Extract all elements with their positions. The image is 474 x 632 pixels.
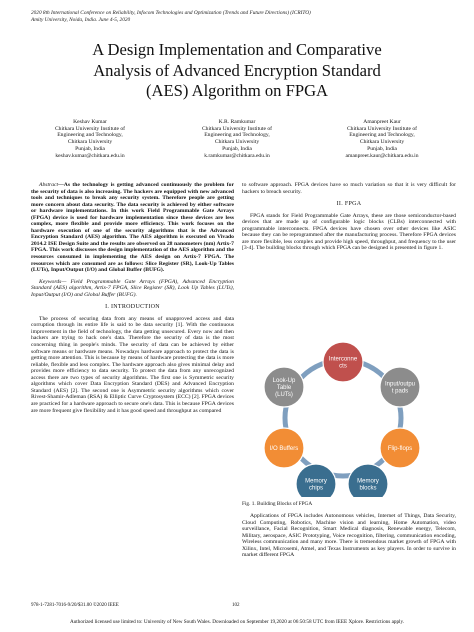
title-line1: A Design Implementation and Comparative bbox=[92, 40, 382, 59]
abstract-label: Abstract bbox=[39, 182, 59, 188]
paper-title bbox=[20, 40, 454, 102]
author-email[interactable]: amanpreet.kaur@chitkara.edu.in bbox=[345, 152, 419, 159]
author-affiliation: Engineering and Technology, bbox=[349, 132, 415, 139]
node-label: I/O Buffers bbox=[269, 446, 299, 452]
section-heading-introduction: I. INTRODUCTION bbox=[105, 304, 160, 311]
node-label: (LUTs) bbox=[275, 392, 293, 399]
author-location: Punjab, India bbox=[222, 145, 252, 152]
intro-paragraph: The process of securing data from any means of unapproved access and data corruption through its entire life is said to be data security [1]. With the continuous improvement in the field of technology, the data getting unsecured. Every now and then hackers are trying to hack one's data. Therefore the security of data is the most concerning thing in people's minds. The security of data can be achieved by either software means or hardware means. Nowadays hardware approach to protect the data is getting more attention. This is because by means of hardware protecting the data is more reliable, flexible and less complex. The hardware approach also gives minimal delay and provides more efficiency to data security. To protect the data from any unrecognized access there are two types of security algorithms. The first one is Symmetric security algorithms which cover Data Encryption Standard (DES) and Advanced Encryption Standard (AES) [2]. The second one is Asymmetric security algorithms which cover Rivest-Shamir-Adleman (RSA) & Elliptic Curve Cryptosystem (ECC) [2]. FPGA devices are practiced for a hardware approach to secure one's data. This is because FPGA devices are more frequent give flexibility and it has good speed and throughput as compared bbox=[31, 315, 234, 414]
author-name: Amanpreet Kaur bbox=[363, 119, 401, 125]
author-affiliation: Engineering and Technology, bbox=[57, 132, 123, 139]
node-label: chips bbox=[308, 485, 324, 492]
keywords-text: — Field Programmable Gate Arrays (FPGA), Advanced Encryption Standard (AES) algorithm, Artix-7 FPGA, Slice Register (SR), Look Up Tables (LUTs), Input/Output (I/O) and Global Buffer (BUFG). bbox=[31, 278, 234, 298]
author-location: Punjab, India bbox=[75, 145, 105, 152]
author-affiliation: Chitkara University Institute of bbox=[346, 125, 418, 132]
node-label: t pads bbox=[391, 388, 409, 395]
right-column-top bbox=[242, 182, 456, 253]
author-name: K.R. Ramkumar bbox=[218, 119, 256, 125]
continued-paragraph: to software approach. FPGA devices have so much variation so that it is very difficult for hackers to breach security. bbox=[242, 182, 456, 195]
conference-header bbox=[31, 10, 451, 24]
node-flip-flops bbox=[380, 428, 420, 468]
node-input-output-pads bbox=[380, 367, 420, 407]
page-number: 102 bbox=[232, 603, 240, 608]
title-line3: (AES) Algorithm on FPGA bbox=[145, 81, 329, 100]
figure-caption: Fig. 1. Building Blocks of FPGA bbox=[242, 501, 313, 507]
node-lookup-tables bbox=[264, 367, 304, 407]
right-column-bottom bbox=[242, 513, 456, 560]
node-memory-chips bbox=[296, 464, 336, 497]
author-affiliation: Chitkara University Institute of bbox=[201, 125, 273, 132]
author-affiliation: Chitkara University bbox=[359, 139, 405, 146]
author-affiliation: Chitkara University bbox=[214, 139, 260, 146]
author-block-3 bbox=[323, 119, 441, 159]
node-label: cts bbox=[339, 363, 347, 370]
author-email[interactable]: keshav.kumar@chitkara.edu.in bbox=[55, 152, 125, 159]
isbn-footer: 978-1-7281-7016-9/20/$31.00 ©2020 IEEE bbox=[31, 603, 119, 608]
author-affiliation: Chitkara University bbox=[67, 139, 113, 146]
author-block-2 bbox=[178, 119, 296, 159]
abstract-text: —As the technology is getting advanced continuously the problem for the security of data is also increasing. The hackers are equipped with new advanced tools and techniques to break any security system. Therefore people are getting more concern about data security. The data security is achieved by either software or hardware implementations. In this work Field Programmable Gate Arrays (FPGA) device is used for hardware implementation since these devices are less complex, more flexible and provide more efficiency. This work focuses on the hardware execution of one of the security algorithms that is the Advanced Encryption Standard (AES) algorithm. The AES algorithm is executed on Vivado 2014.2 ISE Design Suite and the results are observed on 28 nanometers (nm) Artix-7 FPGA. This work discusses the design implementation of the AES algorithm and the resources consumed in implementing the AES design on Artix-7 FPGA. The resources which are consumed are as follows: Slice Register (SR), Look-Up Tables (LUTs), Input/Output (I/O) and Global Buffer (BUFG). bbox=[31, 182, 234, 274]
node-memory-blocks bbox=[348, 464, 388, 497]
title-line2: Analysis of Advanced Encryption Standard bbox=[93, 60, 381, 80]
node-label: Interconne bbox=[328, 356, 358, 363]
section-heading-fpga: II. FPGA bbox=[336, 201, 362, 208]
fpga-paragraph: FPGA stands for Field Programmable Gate Arrays, these are those semiconductor-based devices that are made up of configurable logic blocks (CLBs) interconnected with programmable interconnects. FPGA devices have chosen over other devices like ASIC because they can be reprogrammed after the manufacturing process. Therefore FPGA devices are more flexible, less complex and provide high speed, throughput, and frequency to the user [3-4]. The building blocks through which FPGA can be designed is presented in figure 1. bbox=[242, 212, 456, 252]
node-label: Memory bbox=[357, 478, 379, 485]
keywords-paragraph bbox=[31, 279, 234, 299]
author-location: Punjab, India bbox=[367, 145, 397, 152]
license-footer: Authorized licensed use limited to: University of New South Wales. Downloaded on September 19,2020 at 06:50:58 UTC from IEEE Xplore. Restrictions apply. bbox=[69, 619, 405, 625]
node-label: Memory bbox=[305, 478, 327, 485]
left-column bbox=[31, 182, 234, 415]
conference-header-line2: Amity University, Noida, India. June 4-5, 2020 bbox=[31, 16, 131, 23]
author-affiliation: Engineering and Technology, bbox=[204, 132, 270, 139]
author-name: Keshav Kumar bbox=[73, 119, 107, 125]
node-label: Look-Up bbox=[272, 377, 296, 384]
node-label: Table bbox=[276, 385, 292, 391]
node-io-buffers bbox=[264, 428, 304, 468]
node-label: Input/outpu bbox=[384, 381, 416, 388]
author-affiliation: Chitkara University Institute of bbox=[54, 125, 126, 132]
node-label: blocks bbox=[359, 485, 377, 492]
node-label: Flip-flops bbox=[387, 446, 413, 452]
keywords-label: Keywords bbox=[39, 278, 62, 285]
author-email[interactable]: k.ramkumar@chitkara.edu.in bbox=[204, 152, 270, 159]
fpga-building-blocks-diagram bbox=[240, 335, 456, 497]
author-block-1 bbox=[31, 119, 149, 159]
applications-paragraph: Applications of FPGA includes Autonomous vehicles, Internet of Things, Data Security, Cloud Computing, Robotics, Machine vision and learning, Home Automation, video surveillance, Facial Recognition, Smart Medical diagnosis, Renewable energy, Telecom, Military, aerospace, ASIC Prototyping, Voice recognition, filtering, communication encoding, Wireless communication and many more. There is tremendous market growth of FPGA with Xilinx, Intel, Microsemi, Atmel, and Texas Instruments as key players. In order to survive in market different FPGA bbox=[242, 513, 456, 559]
conference-header-line1: 2020 8th International Conference on Reliability, Infocom Technologies and Optimization (Trends and Future Directions) (ICRITO) bbox=[31, 10, 311, 16]
abstract-paragraph bbox=[31, 182, 234, 274]
node-interconnects bbox=[323, 342, 363, 382]
